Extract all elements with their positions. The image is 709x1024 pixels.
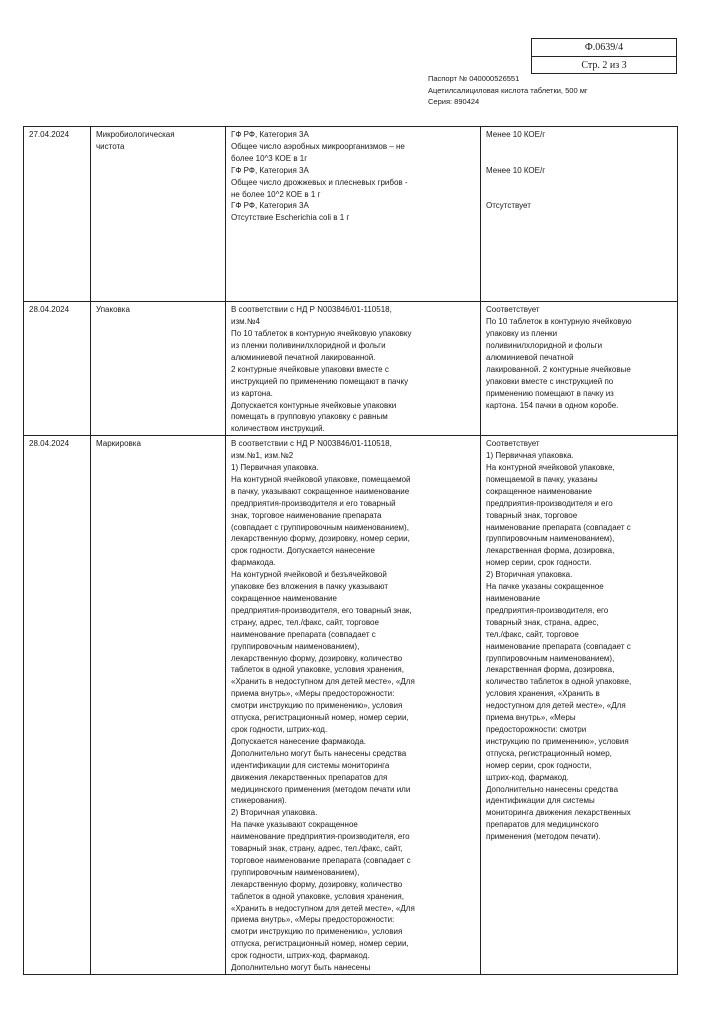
cell-line [486, 177, 672, 189]
cell-line: алюминиевой печатной [486, 352, 574, 362]
table-body [24, 127, 678, 975]
cell-line: предприятия-производителя и его товарный [231, 498, 396, 508]
passport-number: Паспорт № 040000526551 [428, 74, 520, 83]
cell-line: Менее 10 КОЕ/г [486, 165, 546, 175]
cell-line: картона. 154 пачки в одном коробе. [486, 400, 619, 410]
cell-line: номер серии, срок годности, [486, 760, 592, 770]
table-row [24, 127, 678, 302]
cell-line: отпуска, регистрационный номер, номер серии, [231, 939, 409, 949]
cell-line: упаковку из пленки [486, 329, 558, 339]
cell-line: Дополнительно могут быть нанесены средства [231, 748, 407, 758]
cell-line: знак, торговое наименование препарата [231, 510, 382, 520]
cell-line: лекарственную форму, дозировку, количество [231, 653, 403, 663]
cell-line: В соответствии с НД Р N003846/01-110518, [231, 439, 392, 449]
cell-line: из пленки поливинилхлоридной и фольги [231, 340, 386, 350]
cell-line: смотри инструкцию по применению», условия [231, 701, 403, 711]
test-date-cell [24, 302, 91, 436]
cell-line: более 10^3 КОЕ в 1г [231, 153, 308, 163]
cell-line: не более 10^2 КОЕ в 1 г [231, 189, 321, 199]
cell-line: лекарственная форма, дозировка, [486, 665, 615, 675]
cell-line: наименование препарата (совпадает с [486, 641, 631, 651]
cell-line: применению помещают в пачку из [486, 388, 614, 398]
cell-line: препаратов для медицинского [486, 820, 599, 830]
cell-line: Упаковка [96, 305, 130, 315]
cell-line [486, 153, 672, 165]
cell-line: упаковке без вложения в пачку указывают [231, 582, 389, 592]
result-cell [481, 127, 678, 302]
cell-line: ГФ РФ, Категория 3А [231, 130, 309, 139]
cell-line: срок годности, штрих-код, фармакод. [231, 951, 370, 961]
cell-line: упаковки вместе с инструкцией по [486, 376, 614, 386]
cell-line: ГФ РФ, Категория 3А [231, 165, 309, 175]
result-cell [481, 436, 678, 975]
cell-line: в пачку, указывают сокращенное наименование [231, 486, 410, 496]
cell-line: движения лекарственных препаратов для [231, 772, 388, 782]
parameter-cell [91, 436, 226, 975]
passport-header [428, 73, 588, 108]
cell-line [486, 141, 672, 153]
form-code-box [531, 38, 677, 74]
cell-line: На пачке указаны сокращенное [486, 582, 604, 592]
cell-line: В соответствии с НД Р N003846/01-110518, [231, 305, 392, 315]
cell-line: стикерования). [231, 796, 287, 806]
cell-line: мониторинга движения лекарственных [486, 808, 631, 818]
requirement-cell [226, 127, 481, 302]
cell-line: наименование предприятия-производителя, его [231, 832, 410, 842]
cell-line: наименование [486, 594, 541, 603]
cell-line: из картона. [231, 388, 273, 398]
cell-line: недоступном для детей месте», «Для [486, 701, 626, 711]
cell-line: «Хранить в недоступном для детей месте», «Для [231, 903, 415, 913]
cell-line: медицинского применения (методом печати или [231, 784, 411, 794]
cell-line: товарный знак, страну, адрес, тел./факс, сайт, [231, 844, 403, 854]
cell-line: условия хранения, «Хранить в [486, 689, 600, 699]
cell-line: отпуска, регистрационный номер, номер серии, [231, 713, 409, 723]
cell-line: Отсутствует [486, 201, 531, 211]
cell-line: срок годности. Допускается нанесение [231, 546, 375, 556]
cell-line: изм.№4 [231, 317, 260, 327]
test-results-table [23, 126, 678, 975]
cell-line: группировочным наименованием), [486, 653, 615, 663]
cell-line: 2 контурные ячейковые упаковки вместе с [231, 364, 389, 374]
cell-line: Микробиологическая [96, 130, 175, 139]
cell-line: Соответствует [486, 439, 540, 449]
table-row [24, 436, 678, 975]
cell-line: предприятия-производителя, его [486, 605, 609, 615]
cell-line: предосторожности: смотри [486, 724, 587, 734]
series-number: Серия: 890424 [428, 97, 480, 106]
cell-line: На контурной ячейковой упаковке, помещаемой [231, 474, 411, 484]
cell-line: 2) Вторичная упаковка. [486, 570, 573, 580]
cell-line: Маркировка [96, 439, 141, 449]
cell-line: количеством инструкций. [231, 424, 325, 434]
cell-line: сокращенное наименование [486, 486, 592, 496]
cell-line: торговое наименование препарата (совпадает с [231, 855, 411, 865]
parameter-cell [91, 127, 226, 302]
cell-line: чистота [96, 141, 125, 151]
test-date-cell [24, 436, 91, 975]
cell-line: Соответствует [486, 305, 540, 315]
cell-line: Менее 10 КОЕ/г [486, 130, 546, 139]
cell-line: наименование препарата (совпадает с [486, 522, 631, 532]
cell-line: поливинилхлоридной и фольги [486, 340, 603, 350]
cell-line: алюминиевой печатной лакированной. [231, 352, 376, 362]
cell-line: приема внутрь», «Меры предосторожности: [231, 915, 395, 925]
cell-line: наименование препарата (совпадает с [231, 629, 376, 639]
cell-line: группировочным наименованием), [231, 867, 360, 877]
cell-line: приема внутрь», «Меры предосторожности: [231, 689, 395, 699]
cell-line: применения (методом печати). [486, 832, 601, 842]
cell-line: идентификации для системы мониторинга [231, 760, 390, 770]
cell-line: отпуска, регистрационный номер, [486, 748, 612, 758]
cell-line: количество таблеток в одной упаковке, [486, 677, 632, 687]
page-number: Стр. 2 из 3 [581, 60, 627, 71]
cell-line: (совпадает с группировочным наименованием), [231, 522, 409, 532]
cell-line: предприятия-производителя и его [486, 498, 613, 508]
cell-line: группировочным наименованием), [231, 641, 360, 651]
cell-line: тел./факс, сайт, торговое [486, 629, 579, 639]
cell-line: изм.№1, изм.№2 [231, 451, 294, 461]
cell-line: таблеток в одной упаковке, условия хранения, [231, 891, 404, 901]
cell-line: смотри инструкцию по применению», условия [231, 927, 403, 937]
cell-line: Общее число аэробных микроорганизмов – не [231, 141, 405, 151]
parameter-cell [91, 302, 226, 436]
cell-line: товарный знак, торговое [486, 510, 578, 520]
cell-line: Отсутствие Escherichia coli в 1 г [231, 213, 350, 223]
cell-line: На пачке указывают сокращенное [231, 820, 358, 830]
requirement-cell [226, 302, 481, 436]
form-code: Ф.0639/4 [532, 39, 676, 57]
cell-line: Допускается нанесение фармакода. [231, 736, 367, 746]
cell-line: помещать в групповую упаковку с равным [231, 412, 388, 422]
cell-line: штрих-код, фармакод. [486, 772, 569, 782]
cell-line: инструкцию по применению», условия [486, 736, 629, 746]
cell-line: предприятия-производителя, его товарный знак, [231, 605, 412, 615]
cell-line: По 10 таблеток в контурную ячейковую [486, 317, 632, 327]
cell-line: лекарственная форма, дозировка, [486, 546, 615, 556]
cell-line: группировочным наименованием), [486, 534, 615, 544]
cell-line: страну, адрес, тел./факс, сайт, торговое [231, 617, 379, 627]
cell-line: приема внутрь», «Меры [486, 713, 576, 723]
cell-line: Общее число дрожжевых и плесневых грибов - [231, 177, 408, 187]
cell-line: Дополнительно нанесены средства [486, 784, 619, 794]
cell-line: срок годности, штрих-код. [231, 724, 328, 734]
cell-line: лекарственную форму, дозировку, количество [231, 879, 403, 889]
cell-line: 1) Первичная упаковка. [231, 463, 319, 473]
cell-line: «Хранить в недоступном для детей месте», «Для [231, 677, 415, 687]
cell-line: таблеток в одной упаковке, условия хранения, [231, 665, 404, 675]
cell-line: инструкцией по применению помещают в пачку [231, 376, 409, 386]
cell-line: лакированной. 2 контурные ячейковые [486, 364, 631, 374]
cell-line: номер серии, срок годности. [486, 558, 592, 568]
cell-line: 28.04.2024 [29, 305, 70, 315]
cell-line [486, 188, 672, 200]
cell-line: ГФ РФ, Категория 3А [231, 201, 309, 211]
cell-line: На контурной ячейковой упаковке, [486, 463, 615, 473]
cell-line: лекарственную форму, дозировку, номер серии, [231, 534, 410, 544]
requirement-cell [226, 436, 481, 975]
result-cell [481, 302, 678, 436]
cell-line: 2) Вторичная упаковка. [231, 808, 318, 818]
test-date-cell [24, 127, 91, 302]
cell-line: 28.04.2024 [29, 439, 70, 449]
cell-line: На контурной ячейковой и безъячейковой [231, 570, 387, 580]
table-row [24, 302, 678, 436]
cell-line: 27.04.2024 [29, 130, 70, 139]
cell-line: сокращенное наименование [231, 594, 337, 603]
cell-line: помещаемой в пачку, указаны [486, 474, 598, 484]
cell-line: идентификации для системы [486, 796, 595, 806]
cell-line: Дополнительно могут быть нанесены [231, 963, 371, 973]
cell-line: фармакода. [231, 558, 276, 568]
cell-line: По 10 таблеток в контурную ячейковую упаковку [231, 329, 412, 339]
cell-line: товарный знак, страна, адрес, [486, 617, 599, 627]
product-name: Ацетилсалициловая кислота таблетки, 500 мг [428, 85, 588, 95]
cell-line: Допускается контурные ячейковые упаковки [231, 400, 397, 410]
cell-line: 1) Первичная упаковка. [486, 451, 574, 461]
